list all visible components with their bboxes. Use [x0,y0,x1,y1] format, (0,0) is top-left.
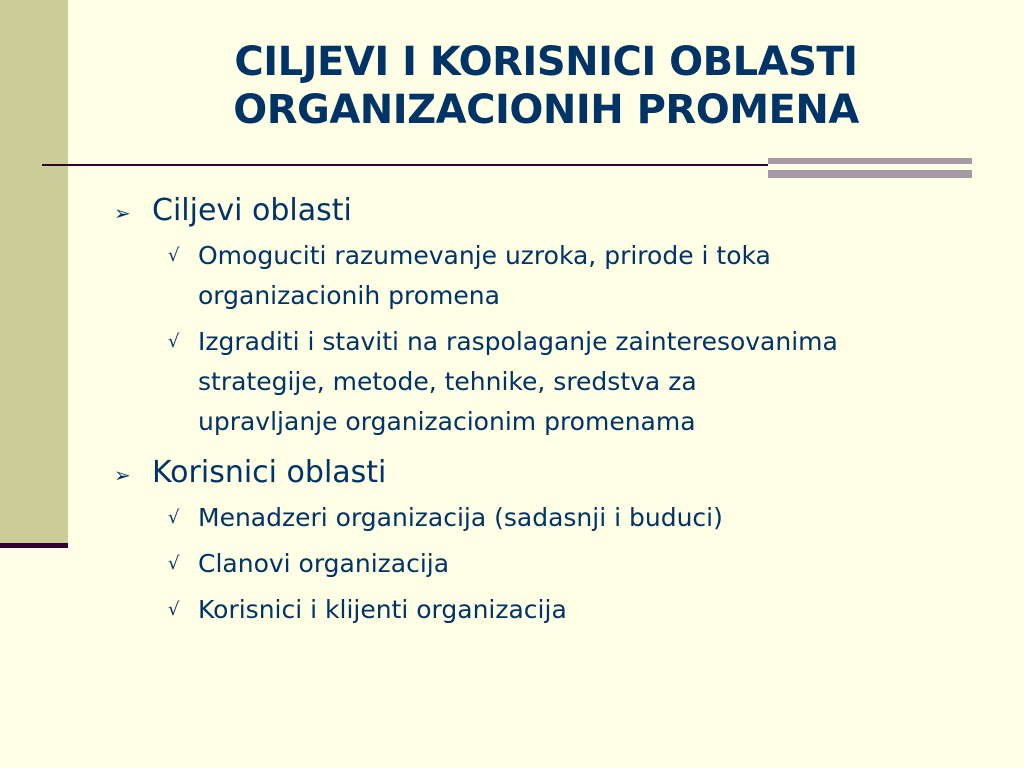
list-item [110,236,990,316]
list-item-line: Clanovi organizacija [198,549,450,578]
slide-content [110,188,990,642]
section-heading: Korisnici oblasti [152,455,387,490]
list-item [110,544,990,584]
list-item-line: Menadzeri organizacija (sadasnji i buduci) [198,503,723,532]
check-bullet-icon: √ [168,245,180,266]
title-line-1: CILJEVI I KORISNICI OBLASTI [234,39,858,85]
check-bullet-icon: √ [168,507,180,528]
title-line-2: ORGANIZACIONIH PROMENA [233,87,859,133]
list-item [110,322,990,442]
arrow-bullet-icon: ➢ [114,201,131,225]
list-item-line: organizacionih promena [198,281,500,310]
side-decoration-band [0,0,68,545]
list-item-line: Korisnici i klijenti organizacija [198,595,567,624]
slide-title [68,38,1024,134]
list-item-line: upravljanje organizacionim promenama [198,407,696,436]
list-item-line: Omoguciti razumevanje uzroka, prirode i toka [198,241,771,270]
arrow-bullet-icon: ➢ [114,463,131,487]
list-item [110,590,990,630]
list-item-line: strategije, metode, tehnike, sredstva za [198,367,697,396]
list-item [110,498,990,538]
title-accent-bar [768,158,972,178]
check-bullet-icon: √ [168,331,180,352]
check-bullet-icon: √ [168,599,180,620]
list-item-line: Izgraditi i staviti na raspolaganje zainteresovanima [198,327,838,356]
section-heading: Ciljevi oblasti [152,193,352,228]
check-bullet-icon: √ [168,553,180,574]
section-ciljevi [110,192,990,230]
side-decoration-line [0,543,68,548]
section-korisnici [110,454,990,492]
